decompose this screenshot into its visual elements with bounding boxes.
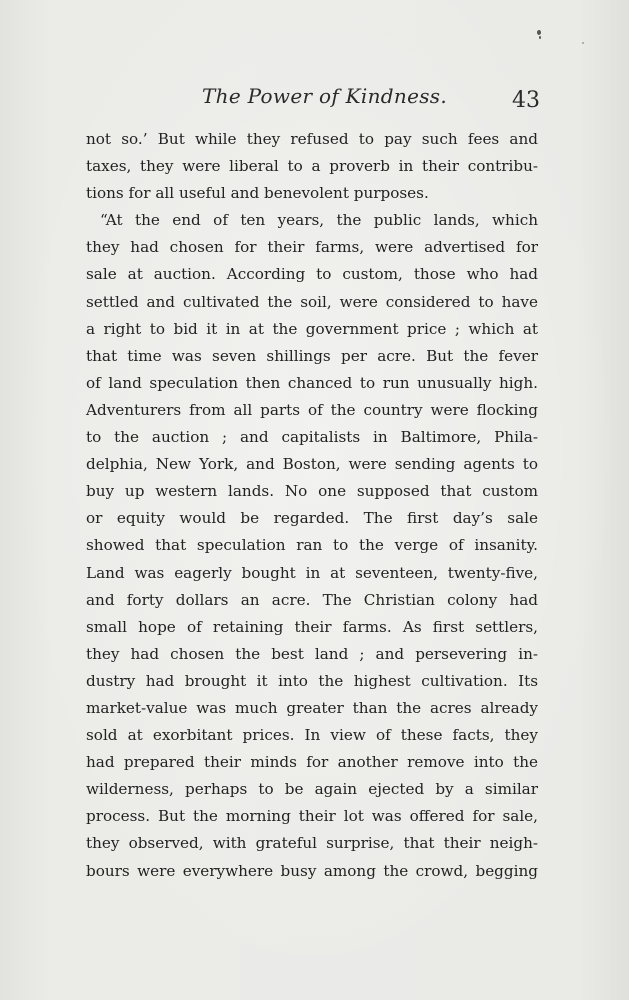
text-line: market-value was much greater than the acres already — [86, 698, 538, 717]
text-line: they had chosen the best land ; and persevering in- — [86, 644, 538, 663]
running-head-title: The Power of Kindness. — [202, 84, 447, 108]
text-line: sold at exorbitant prices. In view of these facts, they — [86, 726, 538, 745]
text-line: that time was seven shillings per acre. But the fever — [86, 346, 538, 365]
text-line: showed that speculation ran to the verge of insanity. — [86, 536, 538, 555]
text-line: of land speculation then chanced to run unusually high. — [86, 373, 538, 392]
text-line: buy up western lands. No one supposed that custom — [86, 482, 538, 501]
text-line: they observed, with grateful surprise, that their neigh- — [86, 834, 538, 853]
running-head — [0, 84, 629, 114]
text-line: delphia, New York, and Boston, were sending agents to — [86, 455, 538, 474]
body-text — [86, 126, 538, 885]
text-line: sale at auction. According to custom, those who had — [86, 265, 538, 284]
text-line: and forty dollars an acre. The Christian colony had — [86, 590, 538, 609]
page-number: 43 — [512, 88, 540, 113]
ink-speck — [582, 42, 584, 44]
text-line: “At the end of ten years, the public lands, which — [100, 211, 538, 230]
ink-speck — [539, 36, 541, 39]
text-line: or equity would be regarded. The first day’s sale — [86, 509, 538, 528]
text-line: a right to bid it in at the government price ; which at — [86, 319, 538, 338]
text-line: process. But the morning their lot was offered for sale, — [86, 807, 538, 826]
text-line: to the auction ; and capitalists in Baltimore, Phila- — [86, 428, 538, 447]
ink-speck — [537, 30, 541, 35]
text-line: they had chosen for their farms, were advertised for — [86, 238, 538, 257]
text-line: Adventurers from all parts of the country were flocking — [86, 400, 538, 419]
text-line: taxes, they were liberal to a proverb in their contribu- — [86, 157, 538, 176]
text-line: Land was eagerly bought in at seventeen, twenty-five, — [86, 563, 538, 582]
text-line: dustry had brought it into the highest cultivation. Its — [86, 671, 538, 690]
text-line: small hope of retaining their farms. As first settlers, — [86, 617, 538, 636]
text-line: settled and cultivated the soil, were considered to have — [86, 292, 538, 311]
text-line: had prepared their minds for another remove into the — [86, 753, 538, 772]
text-line: wilderness, perhaps to be again ejected by a similar — [86, 780, 538, 799]
text-line: bours were everywhere busy among the crowd, begging — [86, 861, 538, 880]
text-line: tions for all useful and benevolent purposes. — [86, 184, 429, 203]
text-line: not so.’ But while they refused to pay such fees and — [86, 130, 538, 148]
